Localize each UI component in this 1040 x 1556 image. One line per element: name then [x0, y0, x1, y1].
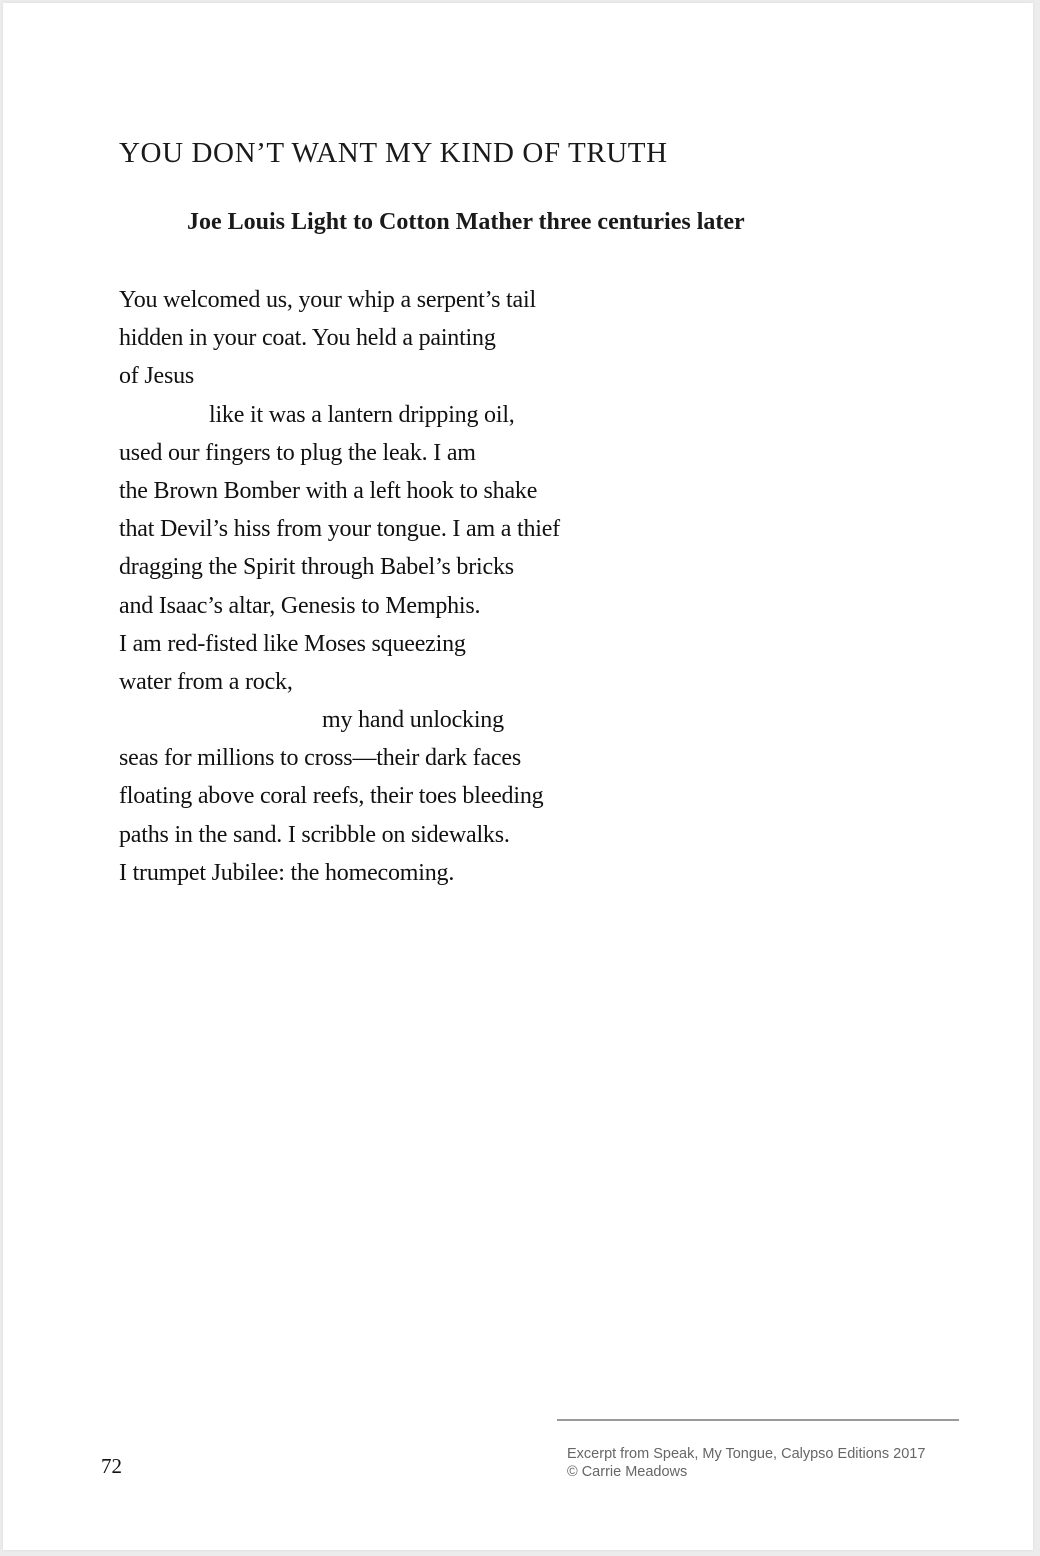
page-number: 72: [101, 1454, 122, 1478]
footer-divider: [557, 1419, 959, 1421]
credit-author: © Carrie Meadows: [567, 1464, 688, 1480]
poem-line: that Devil’s hiss from your tongue. I am a thief: [119, 516, 560, 543]
poem-line: dragging the Spirit through Babel’s bricks: [119, 554, 514, 581]
poem-line: seas for millions to cross—their dark faces: [119, 745, 521, 772]
poem-line: of Jesus: [119, 363, 195, 390]
poem-line-indented: my hand unlocking: [322, 707, 504, 734]
poem-epigraph: Joe Louis Light to Cotton Mather three centuries later: [187, 209, 745, 235]
poem-title: YOU DON’T WANT MY KIND OF TRUTH: [119, 137, 668, 169]
credit-source: Excerpt from Speak, My Tongue, Calypso Editions 2017: [567, 1446, 926, 1462]
poem-line: I am red-fisted like Moses squeezing: [119, 630, 466, 657]
poem-line: You welcomed us, your whip a serpent’s tail: [119, 287, 536, 313]
poem-line: water from a rock,: [119, 668, 293, 695]
poem-line: I trumpet Jubilee: the homecoming.: [119, 859, 455, 886]
poem-line: the Brown Bomber with a left hook to shake: [119, 477, 538, 504]
copyright-notice: [567, 1445, 925, 1481]
poem-line: and Isaac’s altar, Genesis to Memphis.: [119, 592, 481, 619]
poem-line-indented: like it was a lantern dripping oil,: [209, 401, 515, 428]
poem-body: [119, 281, 560, 892]
poem-line: hidden in your coat. You held a painting: [119, 325, 496, 352]
poem-line: floating above coral reefs, their toes bleeding: [119, 783, 544, 810]
poem-line: paths in the sand. I scribble on sidewalks.: [119, 821, 510, 848]
document-page: [3, 3, 1033, 1550]
poem-line: used our fingers to plug the leak. I am: [119, 439, 476, 466]
